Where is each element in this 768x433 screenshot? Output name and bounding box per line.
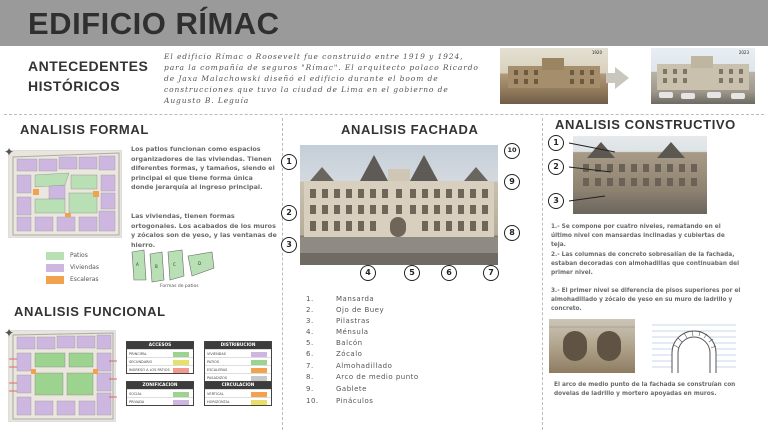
funcional-plan-graphic bbox=[9, 331, 117, 423]
patio-shapes-graphic bbox=[128, 246, 218, 288]
table-row: VERTICAL bbox=[205, 389, 271, 397]
facade-building-graphic bbox=[300, 145, 498, 265]
facade-photo bbox=[300, 145, 498, 265]
facade-marker-6: 6 bbox=[441, 265, 457, 281]
formal-text-2: Las viviendas, tienen formas ortogonales. Los acabados de los muros y zócalos son de yeso, y las ventanas de hierro. bbox=[131, 212, 277, 249]
facade-marker-5: 5 bbox=[404, 265, 420, 281]
table-accesos bbox=[126, 341, 194, 374]
funcional-title: ANALISIS FUNCIONAL bbox=[14, 304, 166, 319]
arch-sketch bbox=[652, 319, 736, 373]
arch-caption: El arco de medio punto de la fachada se construían con dovelas de ladrillo y mortero apoyadas en muros. bbox=[554, 382, 736, 397]
funcional-floor-plan bbox=[8, 330, 116, 422]
page-title: EDIFICIO RÍMAC bbox=[28, 6, 280, 41]
formal-title: ANALISIS FORMAL bbox=[20, 122, 149, 137]
table-distribucion-head: DISTRIBUCION bbox=[205, 342, 271, 349]
table-row: PRIVADA bbox=[127, 397, 193, 405]
current-building-graphic bbox=[651, 48, 755, 104]
constructivo-title: ANALISIS CONSTRUCTIVO bbox=[555, 117, 736, 132]
legend-label-patios: Patios bbox=[70, 252, 88, 259]
table-row: PASADIZOS bbox=[205, 373, 271, 381]
constructive-leader-lines bbox=[555, 134, 635, 214]
table-zonificacion bbox=[126, 381, 194, 406]
facade-marker-1: 1 bbox=[281, 154, 297, 170]
legend-swatch-escaleras bbox=[46, 276, 64, 284]
historic-building-graphic bbox=[500, 48, 608, 104]
wall-detail-graphic bbox=[549, 319, 635, 373]
vertical-divider-right bbox=[542, 118, 543, 430]
wall-detail-photo bbox=[549, 319, 635, 373]
table-circulacion-head: CIRCULACION bbox=[205, 382, 271, 389]
table-row: HORIZONTAL bbox=[205, 397, 271, 405]
antecedentes-title-line2: HISTÓRICOS bbox=[28, 78, 121, 94]
facade-marker-2: 2 bbox=[281, 205, 297, 221]
legend-swatch-viviendas bbox=[46, 264, 64, 272]
svg-text:C: C bbox=[173, 262, 176, 267]
facade-marker-4: 4 bbox=[360, 265, 376, 281]
table-row: SOCIAL bbox=[127, 389, 193, 397]
svg-text:D: D bbox=[198, 261, 202, 266]
legend-label-escaleras: Escaleras bbox=[70, 276, 99, 283]
north-arrow-icon-2: ✦ bbox=[4, 326, 15, 340]
facade-marker-9: 9 bbox=[504, 174, 520, 190]
historic-photo-label: 1920 bbox=[591, 50, 602, 55]
legend-swatch-patios bbox=[46, 252, 64, 260]
table-circulacion bbox=[204, 381, 272, 406]
antecedentes-title-line1: ANTECEDENTES bbox=[28, 58, 149, 74]
facade-marker-10: 10 bbox=[504, 143, 520, 159]
table-distribucion bbox=[204, 341, 272, 382]
legend-label-viviendas: Viviendas bbox=[70, 264, 99, 271]
current-photo bbox=[651, 48, 755, 104]
patio-shapes-caption: Formas de patios bbox=[160, 284, 199, 289]
table-row: PRINCIPAL bbox=[127, 349, 193, 357]
table-row: PATIOS bbox=[205, 357, 271, 365]
facade-marker-3: 3 bbox=[281, 237, 297, 253]
antecedentes-title bbox=[28, 56, 148, 96]
north-arrow-icon: ✦ bbox=[4, 145, 15, 159]
table-accesos-head: ACCESOS bbox=[127, 342, 193, 349]
facade-marker-7: 7 bbox=[483, 265, 499, 281]
constructive-marker-1: 1 bbox=[548, 135, 564, 151]
constructive-text-1: 1.- Se compone por cuatro niveles, rematando en el último nivel con mansardas inclinadas y cubiertas de teja. bbox=[551, 224, 725, 248]
table-zonificacion-head: ZONIFICACION bbox=[127, 382, 193, 389]
antecedentes-text: El edificio Rímac o Roosevelt fue construido entre 1919 y 1924, para la compañía de seguros "Rímac". El arquitecto polaco Ricardo de Jaxa Malachowski diseñó el edificio durante el boom de construcciones que tuvo la ciudad de Lima en el gobierno de Augusto B. Leguía bbox=[164, 52, 479, 105]
formal-floor-plan bbox=[8, 150, 122, 238]
current-photo-label: 2023 bbox=[738, 50, 749, 55]
svg-text:A: A bbox=[136, 262, 139, 267]
formal-text-1: Los patios funcionan como espacios organizadores de las viviendas. Tienen diferentes formas, y tamaños, siendo el principal el que tiene forma única donde jerarquía al ingreso principal. bbox=[131, 145, 275, 192]
constructive-text-2: 2.- Las columnas de concreto sobresalían de la fachada, estaban decoradas con almohadillas que continuaban del primer nivel. bbox=[551, 252, 740, 276]
facade-marker-8: 8 bbox=[504, 225, 520, 241]
svg-text:B: B bbox=[155, 264, 158, 269]
constructive-text-3: 3.- El primer nivel se diferencia de pisos superiores por el almohadillado y zócalo de yeso en su muro de ladrillo y concreto. bbox=[551, 288, 741, 312]
formal-plan-graphic bbox=[9, 151, 123, 239]
arrow-right-icon bbox=[615, 67, 629, 89]
table-row: ESCALERAS bbox=[205, 365, 271, 373]
fachada-title: ANALISIS FACHADA bbox=[341, 122, 479, 137]
horizontal-divider bbox=[4, 114, 764, 115]
table-row: INGRESO A LOS PATIOS bbox=[127, 365, 193, 373]
constructive-marker-2: 2 bbox=[548, 159, 564, 175]
table-row: SECUNDARIO bbox=[127, 357, 193, 365]
table-row: VIVIENDAS bbox=[205, 349, 271, 357]
historic-photo bbox=[500, 48, 608, 104]
constructive-marker-3: 3 bbox=[548, 193, 564, 209]
